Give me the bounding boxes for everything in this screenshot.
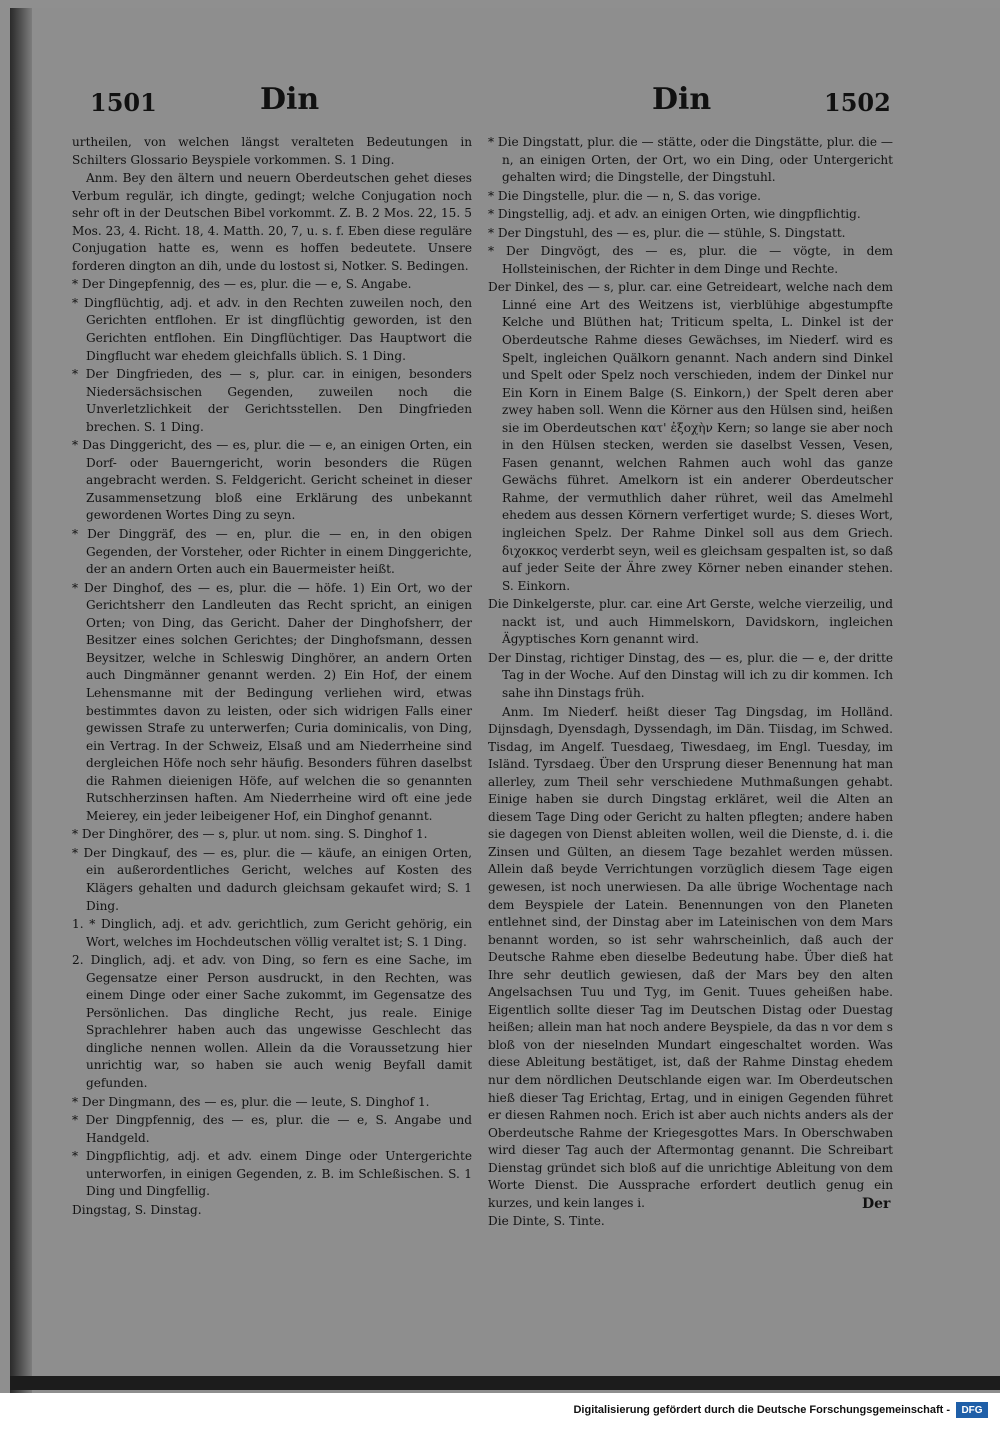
running-headword-left: Din	[260, 82, 320, 117]
page-bottom-shadow	[10, 1376, 1000, 1390]
page-number-left: 1501	[90, 88, 157, 117]
dictionary-note: Anm. Bey den ältern und neuern Oberdeutschen gehet dieses Verbum regulär, ich dingte, gedingt; welche Conjugation noch sehr oft in der Deutschen Bibel vorkommt. Z. B. 2 Mos. 22, 15. 5 Mos. 23, 4. Richt. 18, 4. Matth. 20, 7, u. s. f. Eben diese reguläre Conjugation hatte es, wenn es hoffen bedeutete. Unsere forderen dington an dih, unde du lostost si, Notker. S. Bedingen.	[72, 171, 472, 273]
funding-credit: Digitalisierung gefördert durch die Deutsche Forschungsgemeinschaft -	[573, 1404, 950, 1416]
dictionary-entry: * Der Dingkauf, des — es, plur. die — käufe, an einigen Orten, ein außerordentliches Gericht, welches auf Kosten des Klägers gehalten und dadurch gleichsam gekaufet wird; S. 1 Ding.	[72, 845, 472, 913]
dfg-logo: DFG	[956, 1402, 988, 1418]
dictionary-entry: * Der Dingpfennig, des — es, plur. die — e, S. Angabe und Handgeld.	[72, 1113, 472, 1145]
dictionary-entry: * Der Dingmann, des — es, plur. die — leute, S. Dinghof 1.	[72, 1094, 430, 1109]
page-header	[90, 82, 891, 128]
dictionary-note: Anm. Im Niederf. heißt dieser Tag Dingsdag, im Holländ. Dijnsdagh, Dyensdagh, Dyssendagh, im Dän. Tiisdag, im Schwed. Tisdag, im Angelf. Tuesdaeg, Tiwesdaeg, im Engl. Tuesday, im Isländ. Tyrsdaeg. Über den Ursprung dieser Benennung hat man allerley, zum Theil sehr verschiedene Muthmaßungen gehabt. Einige haben sie durch Dingstag erkläret, weil die Alten an diesem Tage Ding oder Gericht zu halten pflegten; andere haben sie dagegen von Dienst ableiten wollen, weil die Dienste, d. i. die Zinsen und Gülten, an diesem Tage bezahlet werden müssen. Allein daß beyde Verrichtungen vorzüglich diesem Tage eigen gewesen, ist noch unerwiesen. Da alle übrige Wochentage nach dem Beyspiele der Latein. Benennungen von den Planeten entlehnet sind, der Dinstag aber im Lateinischen von dem Mars benannt worden, so ist sehr wahrscheinlich, daß auch der Deutsche Rahme eben dieselbe Bedeutung habe. Über dieß hat Ihre sehr deutlich gewiesen, daß der Mars bey den alten Angelsachsen Tuu und Tyg, im Genit. Tuues geheißen habe. Eigentlich sollte dieser Tag im Deutschen Distag oder Duestag heißen; allein man hat noch andere Beyspiele, da das n vor dem s bloß von der nieselnden Mundart eingeschaltet worden. Was diese Ableitung bestätiget, ist, daß der Rahme Dinstag ehedem nur dem nördlichen Deutschlande eigen war. Im Oberdeutschen hieß dieser Tag Erichtag, Ertag, und in einigen Gegenden führet er diesen Rahmen noch. Erich ist aber auch nichts anders als der Oberdeutsche Rahme der Kriegesgottes Mars. In Oberschwaben wird dieser Tag auch der Aftermontag genannt. Die Schreibart Dienstag gründet sich bloß auf die unrichtige Ableitung von dem Worte Dienst. Die Aussprache erfordert deutlich genug ein kurzes, und kein langes i.	[488, 704, 893, 1210]
catchword: Der	[862, 1196, 891, 1212]
dictionary-entry: Der Dinstag, richtiger Dinstag, des — es, plur. die — e, der dritte Tag in der Woche. Auf den Dinstag will ich zu dir kommen. Ich sahe ihn Dinstags früh.	[488, 650, 893, 700]
dictionary-entry: * Der Dingvögt, des — es, plur. die — vögte, in dem Hollsteinischen, der Richter in dem Dinge und Rechte.	[488, 244, 893, 276]
footer-bar	[0, 1393, 1000, 1432]
dictionary-entry: * Der Dingstuhl, des — es, plur. die — stühle, S. Dingstatt.	[488, 225, 846, 240]
dictionary-entry: Die Dinte, S. Tinte.	[488, 1214, 605, 1229]
dictionary-entry: Dingstag, S. Dinstag.	[72, 1202, 202, 1217]
dictionary-entry: * Der Dinggräf, des — en, plur. die — en, in den obigen Gegenden, der Vorsteher, oder Richter in einem Dinggerichte, der an andern Orten auch ein Bauermeister heißt.	[72, 527, 472, 577]
dictionary-entry: * Die Dingstelle, plur. die — n, S. das vorige.	[488, 188, 761, 203]
dictionary-entry: * Der Dingfrieden, des — s, plur. car. in einigen, besonders Niedersächsischen Gegenden, zuweilen noch die Unverletzlichkeit der Gerichtsstellen. Den Dingfrieden brechen. S. 1 Ding.	[72, 367, 472, 434]
left-column	[72, 134, 472, 1220]
dictionary-entry: 2. Dinglich, adj. et adv. von Ding, so fern es eine Sache, im Gegensatze einer Person ausdruckt, in den Rechten, was einem Dinge oder einer Sache zukommt, im Gegensatze des Persönlichen. Das dingliche Recht, jus reale. Einige Sprachlehrer haben auch das ungewisse Geschlecht das dingliche nennen wollen. Allein da die Voraussetzung hier unrichtig war, so haben sie auch wenig Beyfall damit gefunden.	[72, 953, 472, 1090]
dictionary-entry: * Der Dinghof, des — es, plur. die — höfe. 1) Ein Ort, wo der Gerichtsherr den Landleuten das Recht spricht, an einigen Orten; von Ding, das Gericht. Daher der Dinghofsherr, der Besitzer eines solchen Gerichtes; der Dinghofsmann, dessen Beysitzer, welche in Schleswig Dinghörer, an andern Orten auch Dingmänner genannt werden. 2) Ein Hof, der einem Lehensmanne mit der Bedingung verliehen wird, etwas bestimmtes davon zu leisten, oder sich widrigen Falls einer gewissen Strafe zu unterwerfen; Curia dominicalis, von Ding, ein Vertrag. In der Schweiz, Elsaß und am Niederrheine sind dergleichen Höfe noch sehr häufig. Besonders führen daselbst die Rahmen dieienigen Höfe, auf welchen die so genannten Rutschherzinsen haften. Am Niederrheine wird oft eine jede Meierey, ein jeder leibeigener Hof, ein Dinghof genannt.	[72, 580, 472, 823]
page-number-right: 1502	[824, 88, 891, 117]
dictionary-entry: * Der Dinghörer, des — s, plur. ut nom. sing. S. Dinghof 1.	[72, 827, 428, 842]
dictionary-entry: 1. * Dinglich, adj. et adv. gerichtlich, zum Gericht gehörig, ein Wort, welches im Hochdeutschen völlig veraltet ist; S. 1 Ding.	[72, 917, 472, 949]
dictionary-entry: * Die Dingstatt, plur. die — stätte, oder die Dingstätte, plur. die — n, an einigen Orten, der Ort, wo ein Ding, oder Untergericht gehalten wird; die Dingstelle, der Dingstuhl.	[488, 135, 893, 185]
page-left-shadow	[10, 8, 32, 1393]
running-headword-right: Din	[652, 82, 712, 117]
dictionary-entry: * Dingpflichtig, adj. et adv. einem Dinge oder Untergerichte unterworfen, in einigen Gegenden, z. B. im Schleßischen. S. 1 Ding und Dingfellig.	[72, 1149, 472, 1199]
dictionary-entry: * Dingflüchtig, adj. et adv. in den Rechten zuweilen noch, den Gerichten entflohen. Er ist dingflüchtig geworden, ist den Gerichten entflohen. Ein Dingflüchtiger. Das Hauptwort die Dingflucht war ehedem gleichfalls üblich. S. 1 Ding.	[72, 295, 472, 363]
dictionary-entry: * Der Dingepfennig, des — es, plur. die — e, S. Angabe.	[72, 277, 412, 292]
dictionary-entry: urtheilen, von welchen längst veralteten Bedeutungen in Schilters Glossario Beyspiele vorkommen. S. 1 Ding.	[72, 135, 472, 167]
dictionary-entry: * Das Dinggericht, des — es, plur. die — e, an einigen Orten, ein Dorf- oder Bauerngericht, worin besonders die Rügen angebracht werden. S. Feldgericht. Gericht scheinet in dieser Zusammensetzung bloß eine Erklärung des unbekannt gewordenen Wortes Ding zu seyn.	[72, 438, 472, 523]
dictionary-entry: Die Dinkelgerste, plur. car. eine Art Gerste, welche vierzeilig, und nackt ist, und auch Himmelskorn, Davidskorn, ingleichen Ägyptisches Korn genannt wird.	[488, 597, 893, 647]
right-column	[488, 134, 893, 1232]
dictionary-entry: * Dingstellig, adj. et adv. an einigen Orten, wie dingpflichtig.	[488, 207, 861, 222]
dictionary-entry: Der Dinkel, des — s, plur. car. eine Getreideart, welche nach dem Linné eine Art des Weitzens ist, vierblühige abgestumpfte Kelche und Blüthen hat; Triticum spelta, L. Dinkel ist der Oberdeutsche Rahme dieses Gewächses, im Niederf. wird es Spelt, ingleichen Quälkorn genannt. Nach andern sind Dinkel und Spelt oder Spelz noch verschieden, indem der Dinkel nur Ein Korn in Einem Balge (S. Einkorn,) der Spelt deren aber zwey haben soll. Wenn die Körner aus den Hülsen sind, heißen sie im Oberdeutschen κατ' ἐξοχὴν Kern; so lange sie aber noch in den Hülsen stecken, werden sie daselbst Vessen, Vesen, Fasen genannt, welchen Rahmen auch wohl das ganze Gewächs führet. Amelkorn ist ein anderer Oberdeutscher Rahme, der vermuthlich daher rühret, weil das Amelmehl ehedem aus dessen Körnern verfertiget wurde; S. dieses Wort, ingleichen Spelz. Der Rahme Dinkel soll aus dem Griech. διχοκκος verderbt seyn, weil es gleichsam gespalten ist, so daß auf jeder Seite der Ähre zwey Körner neben einander stehen. S. Einkorn.	[488, 280, 893, 593]
